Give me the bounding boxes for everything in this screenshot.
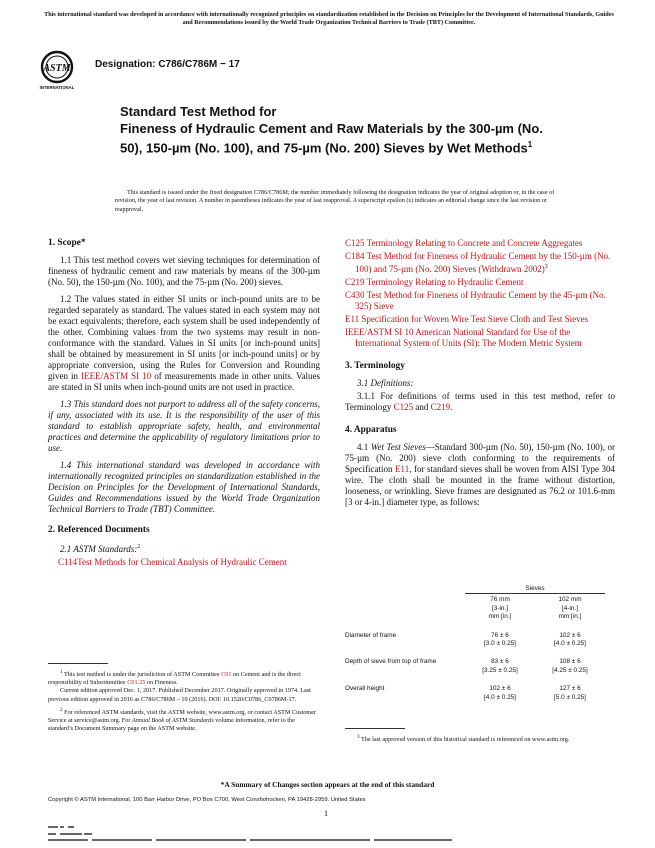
para-1-1: 1.1 This test method covers wet sieving techniques for determination of fineness of hydraulic cement and raw materials by means of the 300-µm (No. 50), the 150-µm (No. 100), and the 75-µm (No. 200) sieves. <box>48 255 320 287</box>
para-3-1-1: 3.1.1 For definitions of terms used in this test method, refer to Terminology C125 and C219. <box>345 391 615 412</box>
apparatus-heading: 4. Apparatus <box>345 425 397 435</box>
link-c0125[interactable]: C01.25 <box>127 679 146 687</box>
para-4-1: 4.1 Wet Test Sieves—Standard 300-µm (No. 50), 150-µm (No. 100), or 75-µm (No. 200) sieve cloth conforming to the requirements of Specification E11, for standard sieves shall be woven from AISI Type 304 wire. The cloth shall be mounted in the frame without distortion, looseness, or wrinkling. Sieve frames are designated as 76.2 or 101.6-mm [3 or 4-in.] diameter type, as follows: <box>345 442 616 507</box>
copyright: Copyright © ASTM International, 100 Barr Harbor Drive, PO Box C700, West Conshohocken, PA 19428-2959. United States <box>48 797 366 803</box>
astm-standards-sub: 2.1 ASTM Standards:$^2$ <box>60 544 141 554</box>
sieve-table <box>345 585 605 702</box>
para-1-2: 1.2 The values stated in either SI units or inch-pound units are to be regarded separately as standard. The values stated in each system may not be exact equivalents; therefore, each system shall be used independently of the other. Combining values from the two systems may result in non-conformance with the standard. Values in SI units [or inch-pound units] shall be obtained by measurement in SI units [or inch-pound units] or by appropriate conversion, using the Rules for Conversion and Rounding given in IEEE/ASTM SI 10 of measurements made in other units. Values are stated in SI units when inch-pound units are not used in practice. <box>48 294 321 392</box>
logo-text: ASTM <box>43 63 71 74</box>
title-main: Fineness of Hydraulic Cement and Raw Materials by the 300-µm (No. 50), 150-µm (No. 100), and 75-µm (No. 200) Sieves by Wet Methods <box>120 120 543 156</box>
ref-item-c184[interactable]: C184 Test Method for Fineness of Hydraulic Cement by the 150-µm (No. 100) and 75-µm (No. 200) Sieves (Withdrawn 2002)$^3$ <box>345 251 611 274</box>
sieve-table-wrap <box>345 585 615 702</box>
ref-item-e11[interactable]: E11 Specification for Woven Wire Test Sieve Cloth and Test Sieves <box>345 314 589 324</box>
col2-header: 102 mm [4-in.] mm [in.] <box>558 596 582 621</box>
ref-item-si10[interactable]: IEEE/ASTM SI 10 American National Standard for Use of the International System of Units (SI): The Modern Metric System <box>345 327 582 348</box>
scope-heading: 1. Scope* <box>48 238 86 248</box>
ref-item-c125[interactable]: C125 Terminology Relating to Concrete and Concrete Aggregates <box>345 238 583 248</box>
left-footnotes: $^1$ This test method is under the jurisdiction of ASTM Committee C01 on Cement and is the direct responsibility of Subcommittee C01.25 on Fineness. Current edition approved Dec. 1, 2017. Published December 2017. Originally approved in 1974. Last previous edition approved in 2016 as C786/C786M – 10 (2016). DOI: 10.1520/C0786_C0786M-17. $^2$ For referenced ASTM standards, visit the ASTM website, www.astm.org, or contact ASTM Customer Service at service@astm.org. For Annual Book of ASTM Standards volume information, refer to the standard’s Document Summary page on the ASTM website. <box>48 663 320 734</box>
ref-item-c114[interactable]: C114Test Methods for Chemical Analysis of Hydraulic Cement <box>58 557 287 567</box>
right-column <box>345 238 615 514</box>
left-column <box>48 238 320 570</box>
right-footnote: $^3$ The last approved version of this historical standard is referenced on www.astm.org. <box>345 728 615 744</box>
col1-header: 76 mm [3-in.] mm [in.] <box>488 596 512 621</box>
scan-noise <box>48 824 608 844</box>
summary-note: *A Summary of Changes section appears at the end of this standard <box>220 780 435 789</box>
link-c125[interactable]: C125 <box>393 402 414 412</box>
para-1-3: 1.3 This standard does not purport to address all of the safety concerns, if any, associated with its use. It is the responsibility of the user of this standard to establish appropriate safety, health, and environmental practices and determine the applicability of regulatory limitations prior to use. <box>48 399 320 453</box>
link-e11[interactable]: E11 <box>395 464 410 474</box>
document-title <box>120 104 560 157</box>
link-c01[interactable]: C01 <box>221 671 232 679</box>
table-row: Diameter of frame 76 ± 6 [3.0 ± 0.25] 102 ± 6 [4.0 ± 0.25] <box>345 631 586 648</box>
title-line1: Standard Test Method for <box>120 104 277 119</box>
table-row: Depth of sieve from top of frame 83 ± 6 [3.25 ± 0.25] 108 ± 6 [4.25 ± 0.25] <box>345 658 588 674</box>
para-3-1: 3.1 Definitions: <box>357 378 414 388</box>
astm-logo <box>38 50 76 92</box>
terminology-heading: 3. Terminology <box>345 361 405 371</box>
sieves-group-header: Sieves <box>465 585 605 594</box>
ref-item-c219[interactable]: C219 Terminology Relating to Hydraulic Cement <box>345 277 524 287</box>
page-number: 1 <box>324 809 328 818</box>
title-footnote-ref: 1 <box>527 140 533 149</box>
link-c219[interactable]: C219 <box>430 402 451 412</box>
designation: Designation: C786/C786M − 17 <box>95 59 240 70</box>
logo-sub: INTERNATIONAL <box>39 85 75 90</box>
ref-item-c430[interactable]: C430 Test Method for Fineness of Hydraulic Cement by the 45-µm (No. 325) Sieve <box>345 290 606 311</box>
intro-paragraph: This standard is issued under the fixed designation C786/C786M; the number immediately following the designation indicates the year of original adoption or, in the case of revision, the year of last revision. A number in parentheses indicates the year of last reapproval. A superscript epsilon (ε) indicates an editorial change since the last revision or reapproval. <box>115 189 555 213</box>
link-si10[interactable]: IEEE/ASTM SI 10 <box>81 371 152 381</box>
para-1-4: 1.4 This international standard was developed in accordance with internationally recognized principles on standardization established in the Decision on Principles for the Development of International Standards, Guides and Recommendations issued by the World Trade Organization Technical Barriers to Trade (TBT) Committee. <box>48 460 320 514</box>
table-row: Overall height 102 ± 6 [4.0 ± 0.25] 127 ± 6 [5.0 ± 0.25] <box>345 685 586 701</box>
refdocs-heading: 2. Referenced Documents <box>48 525 150 535</box>
header-notice: This international standard was developed in accordance with internationally recognized principles on standardization established in the Decision on Principles for the Development of International Standards, Guides and Recommendations issued by the World Trade Organization Technical Barriers to Trade (TBT) Committee. <box>44 11 614 26</box>
